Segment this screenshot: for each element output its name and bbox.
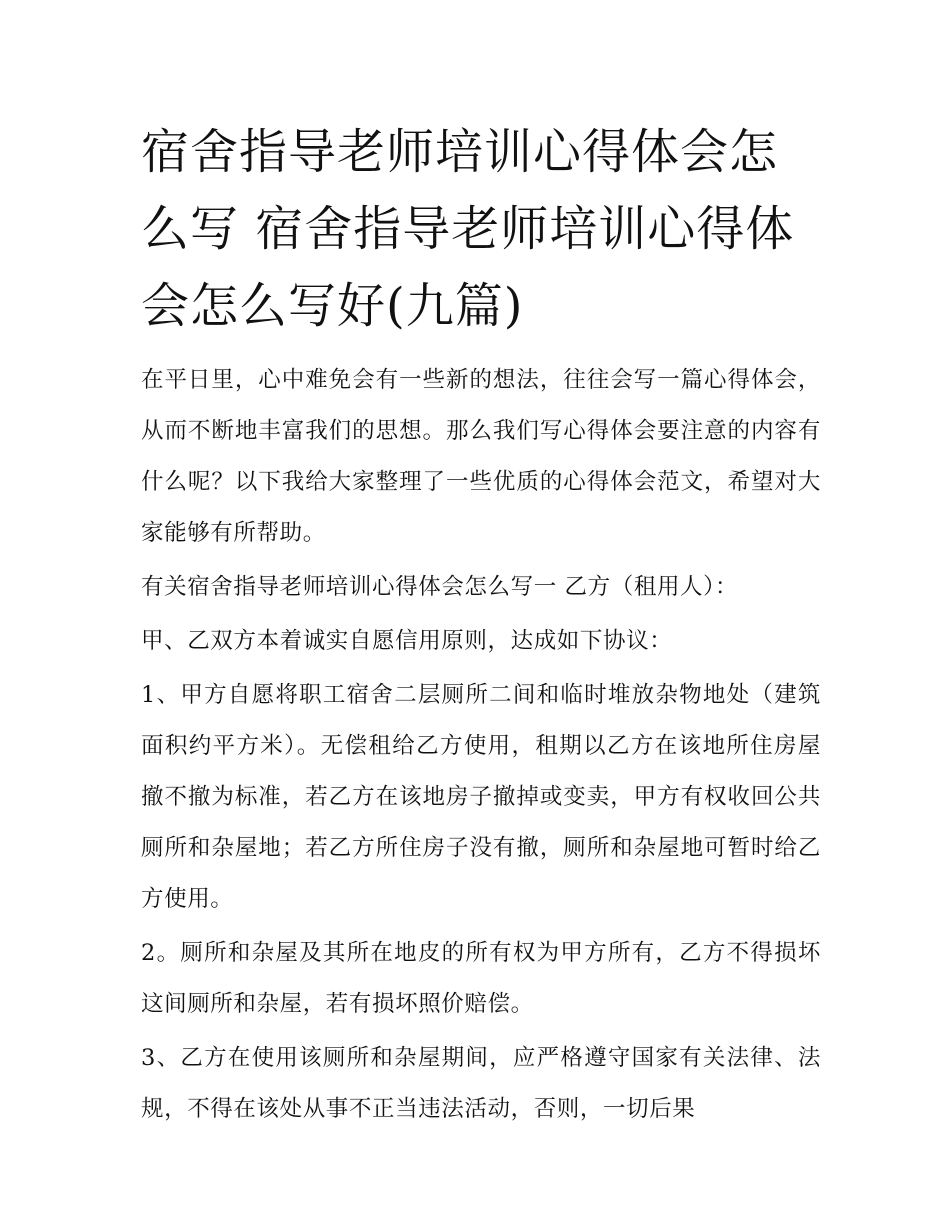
paragraph-intro: 在平日里，心中难免会有一些新的想法，往往会写一篇心得体会，从而不断地丰富我们的思想。那么我们写心得体会要注意的内容有什么呢？以下我给大家整理了一些优质的心得体会范文，希望对大家能够有所帮助。 <box>141 367 821 546</box>
document-title: 宿舍指导老师培训心得体会怎么写 宿舍指导老师培训心得体会怎么写好(九篇) <box>141 124 795 334</box>
paragraph-heading-one: 有关宿舍指导老师培训心得体会怎么写一 乙方（租用人）： <box>141 574 739 600</box>
document-body <box>141 355 821 1138</box>
paragraph-clause-3: 3、乙方在使用该厕所和杂屋期间，应严格遵守国家有关法律、法规，不得在该处从事不正当违法活动，否则，一切后果 <box>141 1045 821 1122</box>
paragraph-clause-1: 1、甲方自愿将职工宿舍二层厕所二间和临时堆放杂物地处（建筑面积约平方米）。无偿租给乙方使用，租期以乙方在该地所住房屋撤不撤为标准，若乙方在该地房子撤掉或变卖，甲方有权收回公共厕所和杂屋地；若乙方所住房子没有撤，厕所和杂屋地可暂时给乙方使用。 <box>141 682 821 912</box>
paragraph-agreement: 甲、乙双方本着诚实自愿信用原则，达成如下协议： <box>141 628 673 654</box>
paragraph-clause-2: 2。厕所和杂屋及其所在地皮的所有权为甲方所有，乙方不得损坏这间厕所和杂屋，若有损坏照价赔偿。 <box>141 940 821 1017</box>
